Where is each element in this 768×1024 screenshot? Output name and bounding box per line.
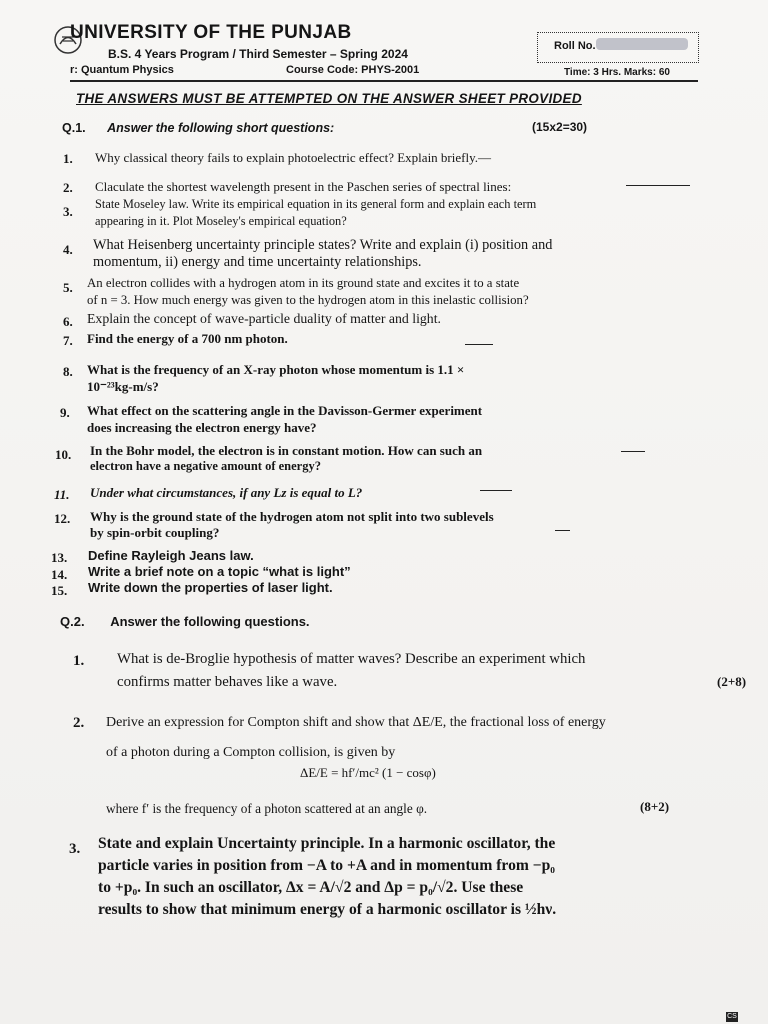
time-marks: Time: 3 Hrs. Marks: 60 <box>564 67 670 78</box>
roll-number-redaction <box>596 38 688 50</box>
long-question-number: 1. <box>73 653 85 669</box>
short-question-text: Explain the concept of wave-particle duality of matter and light. <box>87 311 441 326</box>
short-question-number: 12. <box>54 511 71 526</box>
question-1-marks: (15x2=30) <box>532 120 588 134</box>
short-question-text: An electron collides with a hydrogen atom in its ground state and excites it to a state <box>87 276 520 290</box>
long-question-text-continuation: particle varies in position from −A to +A and in momentum from −p₀ <box>98 857 555 874</box>
question-2-label: Answer the following questions. <box>110 614 310 629</box>
long-question-text: Derive an expression for Compton shift and show that ΔE/E, the fractional loss of energy <box>106 715 606 730</box>
short-question-text: What effect on the scattering angle in the Davisson-Germer experiment <box>87 403 483 418</box>
long-question-number: 3. <box>69 841 81 857</box>
short-question-text-continuation: momentum, ii) energy and time uncertainty relationships. <box>93 254 422 270</box>
short-question-text-continuation: electron have a negative amount of energy? <box>90 459 321 473</box>
long-question-text-continuation: to +p₀. In such an oscillator, Δx = A/√2 and Δp = p₀/√2. Use these <box>98 879 524 896</box>
short-question-number: 15. <box>51 583 68 598</box>
short-question-text: Why is the ground state of the hydrogen atom not split into two sublevels <box>90 509 494 524</box>
scanner-logo-icon: CS <box>727 1013 737 1020</box>
question-1-number: Q.1. <box>62 121 86 135</box>
handwritten-mark <box>555 530 570 531</box>
header-divider <box>70 80 698 82</box>
short-question-text-continuation: 10⁻²³kg-m/s? <box>87 379 159 394</box>
short-question-number: 2. <box>63 180 73 195</box>
short-question-text: In the Bohr model, the electron is in constant motion. How can such an <box>90 443 483 458</box>
short-question-text: State Moseley law. Write its empirical equation in its general form and explain each term <box>95 197 537 211</box>
handwritten-mark <box>465 344 493 345</box>
long-question-text: State and explain Uncertainty principle. In a harmonic oscillator, the <box>98 835 556 852</box>
short-question-text-continuation: appearing in it. Plot Moseley's empirical equation? <box>95 214 347 228</box>
long-question-text-continuation: confirms matter behaves like a wave. <box>117 674 338 690</box>
handwritten-mark <box>626 185 690 186</box>
course-code: Course Code: PHYS-2001 <box>286 64 420 76</box>
short-question-number: 8. <box>63 364 73 379</box>
short-question-text: What is the frequency of an X-ray photon whose momentum is 1.1 × <box>87 362 465 377</box>
short-question-number: 13. <box>51 550 68 565</box>
short-question-number: 11. <box>54 487 70 502</box>
long-question-text-continuation: results to show that minimum energy of a harmonic oscillator is ½hν. <box>98 901 557 918</box>
roll-number-label: Roll No. <box>554 40 596 52</box>
program-line: B.S. 4 Years Program / Third Semester – Spring 2024 <box>108 47 408 61</box>
long-question-number: 2. <box>73 715 85 731</box>
long-question-marks: (2+8) <box>717 674 747 689</box>
short-question-number: 6. <box>63 314 73 329</box>
long-question-text: What is de-Broglie hypothesis of matter waves? Describe an experiment which <box>117 651 586 667</box>
short-question-number: 1. <box>63 151 73 166</box>
long-question-text-continuation: where f′ is the frequency of a photon scattered at an angle φ. <box>106 801 428 816</box>
short-question-text-continuation: by spin-orbit coupling? <box>90 525 220 540</box>
short-question-text: Write down the properties of laser light. <box>88 580 333 595</box>
short-question-text-continuation: does increasing the electron energy have? <box>87 420 317 435</box>
long-question-text-continuation: of a photon during a Compton collision, is given by <box>106 745 396 760</box>
question-2-number: Q.2. <box>60 614 85 629</box>
short-question-text-continuation: of n = 3. How much energy was given to the hydrogen atom in this inelastic collision? <box>87 293 529 307</box>
long-question-marks: (8+2) <box>640 799 670 814</box>
short-question-text: Why classical theory fails to explain photoelectric effect? Explain briefly.— <box>95 150 491 165</box>
question-1-heading <box>62 121 334 135</box>
subject-line: r: Quantum Physics <box>70 64 174 76</box>
short-question-number: 5. <box>63 280 73 295</box>
question-2-heading <box>60 614 310 629</box>
answer-sheet-instruction: THE ANSWERS MUST BE ATTEMPTED ON THE ANSWER SHEET PROVIDED <box>76 91 582 106</box>
short-question-text: Write a brief note on a topic “what is light” <box>88 564 351 579</box>
short-question-text: Under what circumstances, if any Lz is equal to L? <box>90 485 363 500</box>
short-question-number: 14. <box>51 567 68 582</box>
short-question-text: Define Rayleigh Jeans law. <box>88 548 254 563</box>
compton-formula: ΔE/E = hf′/mc² (1 − cosφ) <box>300 765 436 780</box>
question-1-label: Answer the following short questions: <box>107 121 335 135</box>
short-question-number: 4. <box>63 242 73 257</box>
short-question-text: Find the energy of a 700 nm photon. <box>87 331 288 346</box>
short-question-text: What Heisenberg uncertainty principle states? Write and explain (i) position and <box>93 237 553 253</box>
short-question-number: 9. <box>60 405 70 420</box>
handwritten-mark <box>621 451 645 452</box>
university-title: UNIVERSITY OF THE PUNJAB <box>70 22 352 43</box>
short-question-number: 7. <box>63 333 73 348</box>
short-question-text: Claculate the shortest wavelength present in the Paschen series of spectral lines: <box>95 179 512 194</box>
handwritten-mark <box>480 490 512 491</box>
short-question-number: 3. <box>63 204 73 219</box>
short-question-number: 10. <box>55 447 72 462</box>
